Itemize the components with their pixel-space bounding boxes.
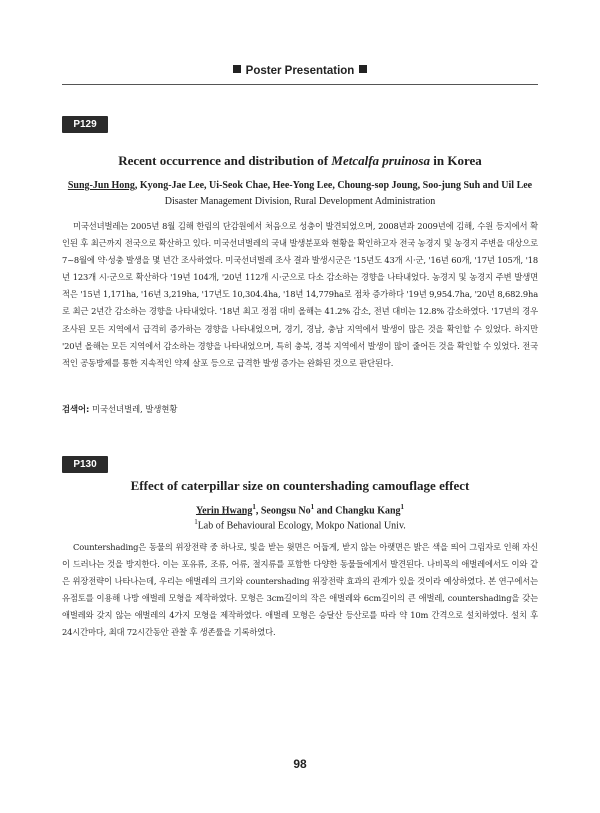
square-bullet-icon [359, 65, 367, 73]
page-number: 98 [293, 757, 307, 771]
presenting-author: Sung-Jun Hong [67, 180, 135, 191]
author-list [62, 503, 538, 516]
running-header [0, 65, 600, 77]
abstract-tag: P130 [62, 456, 108, 473]
square-bullet-icon [233, 65, 241, 73]
coauthors: , Kyong-Jae Lee, Ui-Seok Chae, Hee-Yong Lee, Choung-sop Joung, Soo-jung Suh and Uil Lee [134, 180, 533, 191]
abstract-body: Countershading은 동물의 위장전략 중 하나로, 빛을 받는 윗면은 어둡게, 받지 않는 아랫면은 밝은 색을 띄어 그림자로 인해 자신이 드러나는 것을 방지한다. 이는 포유류, 조류, 어류, 절지류를 포함한 다양한 동물들에게서 발견된다. 나비목의 애벌레에서도 이와 같은 위장전략이 나타나는데, 우리는 애벌레의 크기와 countershading 위장전략 효과의 관계가 있을 것이라 예상하였다. 본 연구에서는 유점토를 이용해 나방 애벌레 모형을 제작하였다. 모형은 3cm길이의 작은 애벌레와 6cm길이의 큰 애벌레, countershading을 갖는 애벌레와 갖지 않는 애벌레의 4가지 모형을 제작하였다. 애벌레 모형은 승달산 등산로를 따라 약 10m 간격으로 설치하였다. 설치 후 24시간마다, 최대 72시간동안 관찰 후 생존률을 기록하였다. [62, 542, 538, 638]
keywords-text: 미국선녀벌레, 발생현황 [89, 404, 178, 414]
coauthor: and Changku Kang [314, 505, 401, 517]
title-text: Recent occurrence and distribution of [118, 153, 332, 168]
affiliation [62, 518, 538, 531]
title-text-end: in Korea [429, 153, 482, 168]
abstract-body: 미국선녀벌레는 2005년 8월 김해 한림의 단감원에서 처음으로 성충이 발견되었으며, 2008년과 2009년에 김해, 수원 등지에서 확인된 후 최근까지 전국으로 확산하고 있다. 미국선녀벌레의 국내 발생분포와 현황을 확인하고자 전국 농경지 및 농경지 주변을 대상으로 7~8월에 약·성충 발생을 몇 년간 조사하였다. 미국선녀벌레 조사 결과 발생시군은 '15년도 43개 시·군, '16년 60개, '17년 105개, '18년 123개 시·군으로 확산하다 '19년 104개, '20년 112개 시·군으로 다소 감소하는 경향을 나타내었다. 농경지 및 농경지 주변 발생면적은 '15년 1,171ha, '16년 3,219ha, '17년도 10,304.4ha, '18년 14,779ha로 점차 증가하다 '19년 9,954.7ha, '20년 8,682.9ha로 최근 2년간 감소하는 경향을 나타내었다. '18년 최고 정점 대비 올해는 41.2% 감소, 전년 대비는 12.8% 감소하였다. '17년의 경우 조사된 모든 지역에서 급격히 증가하는 경향을 나타내었으며, 경기, 경남, 충남 지역에서 발생이 많은 것을 확인할 수 있었다. 하지만 '20년 올해는 모든 지역에서 감소하는 경향을 나타내었으며, 특히 충북, 경북 지역에서 발생이 많이 줄어든 것을 확인할 수 있었다. 전국적인 공동방제를 통한 지속적인 약제 살포 등으로 급격한 발생 증가는 완화된 것으로 판단된다. [62, 221, 539, 368]
affil-marker: 1 [252, 503, 256, 511]
abstract-title [62, 153, 538, 169]
coauthor: , Seongsu No [255, 505, 311, 517]
affil-marker: 1 [310, 503, 315, 511]
presenting-author: Yerin Hwang [195, 505, 253, 517]
keywords [62, 403, 538, 415]
affil-marker: 1 [194, 518, 198, 526]
abstract-tag: P129 [62, 116, 108, 133]
header-label: Poster Presentation [245, 65, 355, 77]
affil-marker: 1 [400, 503, 405, 511]
keywords-label: 검색어: [62, 404, 90, 414]
affiliation: Disaster Management Division, Rural Development Administration [164, 196, 436, 207]
title-species: Metcalfa pruinosa [331, 153, 430, 168]
header-rule [62, 84, 538, 85]
author-list [62, 180, 538, 191]
abstract-title: Effect of caterpillar size on countershading camouflage effect [130, 478, 470, 493]
affiliation-text: Lab of Behavioural Ecology, Mokpo National Univ. [197, 520, 406, 532]
